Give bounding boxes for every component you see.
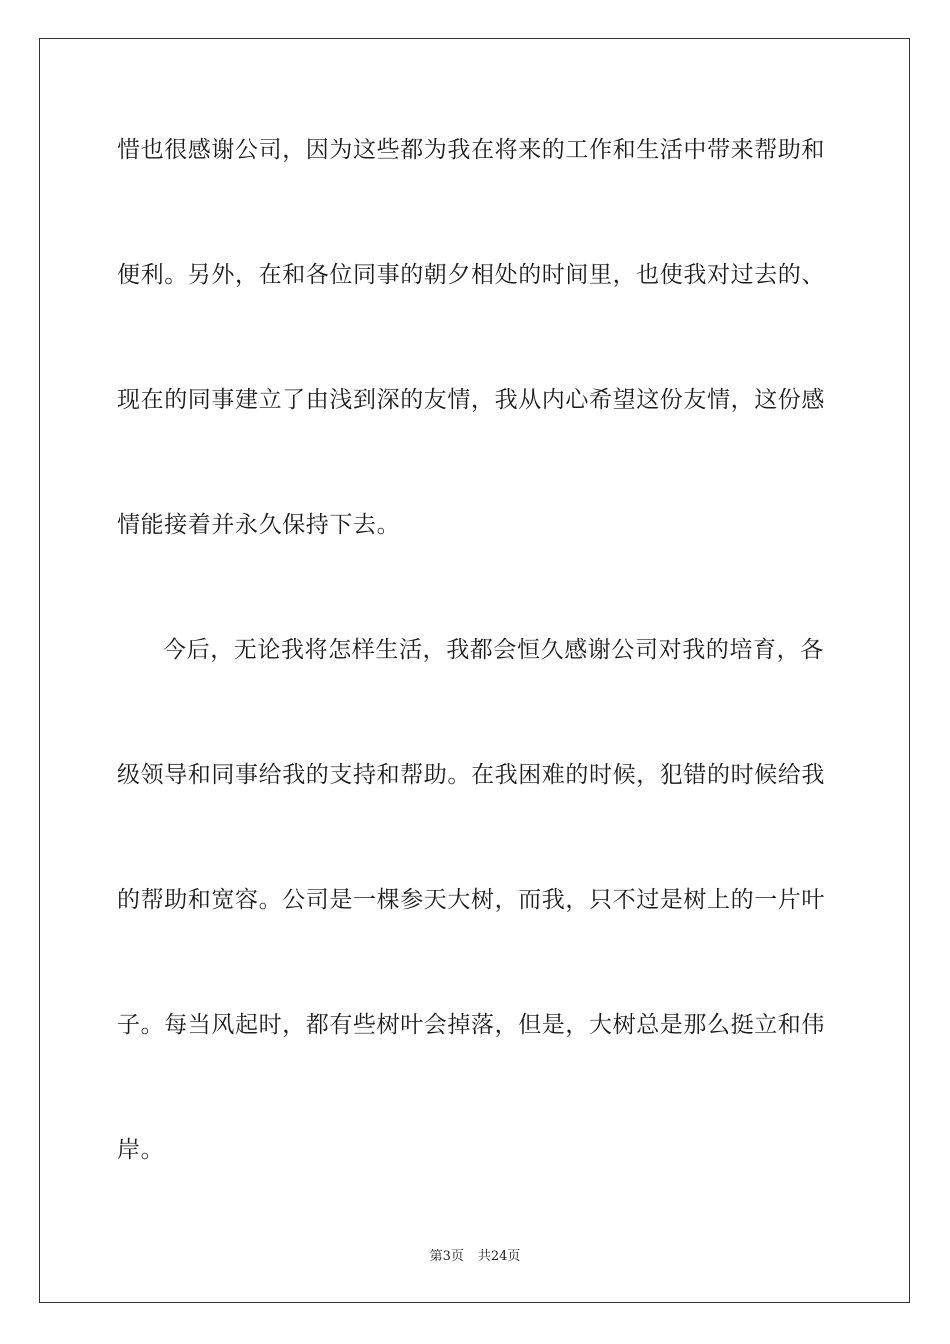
body-text-line: 现在的同事建立了由浅到深的友情，我从内心希望这份友情，这份感 <box>117 387 825 413</box>
paragraph-first-line: 今后，无论我将怎样生活，我都会恒久感谢公司对我的培育，各 <box>163 637 824 663</box>
body-text-line: 情能接着并永久保持下去。 <box>117 512 401 538</box>
body-text-line: 的帮助和宽容。公司是一棵参天大树，而我，只不过是树上的一片叶 <box>117 887 825 913</box>
page-number: 第3页 <box>429 1249 464 1264</box>
body-text-line: 惜也很感谢公司，因为这些都为我在将来的工作和生活中带来帮助和 <box>117 137 825 163</box>
page-frame <box>39 38 910 1303</box>
body-text-line: 级领导和同事给我的支持和帮助。在我困难的时候，犯错的时候给我 <box>117 762 825 788</box>
body-text-line: 子。每当风起时，都有些树叶会掉落，但是，大树总是那么挺立和伟 <box>117 1012 825 1038</box>
body-text-line: 岸。 <box>117 1137 165 1163</box>
page-total: 共24页 <box>477 1249 521 1264</box>
page-footer <box>0 1248 950 1266</box>
body-text-line: 便利。另外，在和各位同事的朝夕相处的时间里，也使我对过去的、 <box>117 262 825 288</box>
